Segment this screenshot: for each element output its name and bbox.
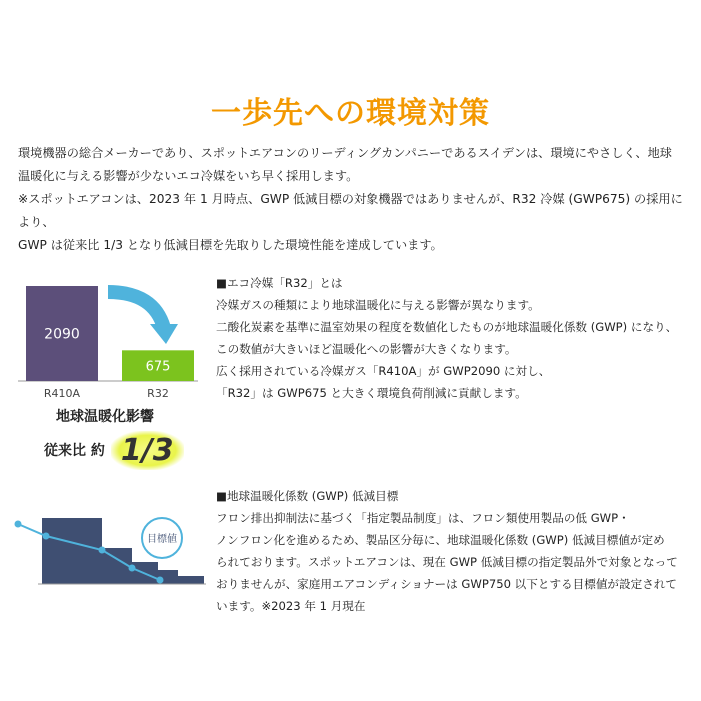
target-step xyxy=(178,576,204,584)
section-r32 xyxy=(216,272,686,404)
section-heading: ■エコ冷媒「R32」とは xyxy=(216,276,343,290)
section-line: フロン排出抑制法に基づく「指定製品制度」は、フロン類使用製品の低 GWP・ xyxy=(216,511,630,525)
target-point xyxy=(15,521,22,528)
intro-text xyxy=(18,142,688,257)
bar-r410a-value: 2090 xyxy=(44,326,80,343)
intro-line: ※スポットエアコンは、2023 年 1 月時点、GWP 低減目標の対象機器ではありませんが、R32 冷媒 (GWP675) の採用により、 xyxy=(18,192,683,229)
reduction-ratio xyxy=(44,430,184,470)
page-title: 一歩先への環境対策 xyxy=(211,96,490,131)
target-point xyxy=(129,565,136,572)
section-gwp-target xyxy=(216,485,686,617)
intro-line: GWP は従来比 1/3 となり低減目標を先取りした環境性能を達成しています。 xyxy=(18,238,443,252)
intro-line: 環境機器の総合メーカーであり、スポットエアコンのリーディングカンパニーであるスイデンは、環境にやさしく、地球 xyxy=(18,146,672,160)
target-badge-label: 目標値 xyxy=(147,534,177,545)
section-heading: ■地球温暖化係数 (GWP) 低減目標 xyxy=(216,489,399,503)
section-line: この数値が大きいほど温暖化への影響が大きくなります。 xyxy=(216,342,517,356)
bar-r32-value: 675 xyxy=(145,359,171,375)
target-point xyxy=(43,533,50,540)
section-line: おりませんが、家庭用エアコンディショナーは GWP750 以下とする目標値が設定されて xyxy=(216,577,677,591)
intro-line: 温暖化に与える影響が少ないエコ冷媒をいち早く採用します。 xyxy=(18,169,359,183)
bar-r410a-label: R410A xyxy=(43,387,81,400)
section-line: られております。スポットエアコンは、現在 GWP 低減目標の指定製品外で対象となって xyxy=(216,555,678,569)
target-point xyxy=(99,547,106,554)
bar-r32-label: R32 xyxy=(147,387,169,400)
section-line: 広く採用されている冷媒ガス「R410A」が GWP2090 に対し、 xyxy=(216,364,551,378)
section-line: 「R32」は GWP675 と大きく環境負荷削減に貢献します。 xyxy=(216,386,527,400)
target-point xyxy=(157,577,164,584)
gwp-chart-caption: 地球温暖化影響 xyxy=(56,409,154,425)
section-line: ノンフロン化を進めるため、製品区分毎に、地球温暖化係数 (GWP) 低減目標値が定め xyxy=(216,533,665,547)
reduction-label: 従来比 約 xyxy=(44,443,105,459)
section-line: 二酸化炭素を基準に温室効果の程度を数値化したものが地球温暖化係数 (GWP) になり、 xyxy=(216,320,678,334)
target-step xyxy=(42,518,102,584)
section-line: います。※2023 年 1 月現在 xyxy=(216,599,366,613)
reduction-value: 1/3 xyxy=(111,431,184,470)
gwp-target-chart xyxy=(10,510,210,590)
decrease-arrow-head xyxy=(150,324,178,344)
decrease-arrow xyxy=(108,292,164,328)
gwp-comparison-chart xyxy=(14,278,204,403)
section-line: 冷媒ガスの種類により地球温暖化に与える影響が異なります。 xyxy=(216,298,540,312)
